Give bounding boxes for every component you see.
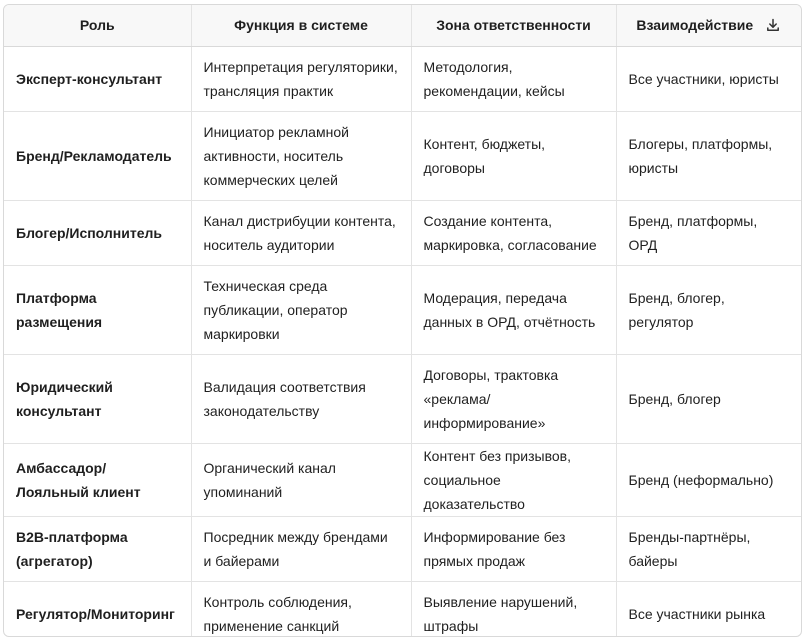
- cell-interaction: Бренд, блогер: [616, 354, 801, 443]
- cell-function: Интерпретация регуляторики, трансляция практик: [191, 46, 411, 111]
- table-row: [4, 46, 801, 111]
- cell-role: Блогер/Исполнитель: [4, 200, 191, 265]
- cell-interaction: Бренд, платформы, ОРД: [616, 200, 801, 265]
- cell-interaction: Все участники, юристы: [616, 46, 801, 111]
- cell-role: Юридический консультант: [4, 354, 191, 443]
- table-row: [4, 111, 801, 200]
- cell-role: Эксперт-консультант: [4, 46, 191, 111]
- cell-responsibility: Информирование без прямых продаж: [411, 516, 616, 581]
- cell-role: B2B-платформа (агрегатор): [4, 516, 191, 581]
- header-role: Роль: [4, 5, 191, 46]
- cell-function: Техническая среда публикации, оператор маркировки: [191, 265, 411, 354]
- cell-role: Бренд/Рекламодатель: [4, 111, 191, 200]
- header-interaction-cell: [616, 5, 801, 46]
- table-row: [4, 516, 801, 581]
- roles-table: [3, 4, 802, 637]
- cell-responsibility: Модерация, передача данных в ОРД, отчётность: [411, 265, 616, 354]
- table-row: [4, 443, 801, 516]
- cell-interaction: Бренд (неформально): [616, 443, 801, 516]
- cell-responsibility: Выявление нарушений, штрафы: [411, 581, 616, 637]
- table-row: [4, 581, 801, 637]
- header-responsibility: Зона ответственности: [411, 5, 616, 46]
- cell-responsibility: Создание контента, маркировка, согласование: [411, 200, 616, 265]
- cell-function: Контроль соблюдения, применение санкций: [191, 581, 411, 637]
- cell-responsibility: Контент, бюджеты, договоры: [411, 111, 616, 200]
- table-row: [4, 200, 801, 265]
- cell-interaction: Бренды-партнёры, байеры: [616, 516, 801, 581]
- cell-interaction: Блогеры, платформы, юристы: [616, 111, 801, 200]
- cell-responsibility: Договоры, трактовка «реклама/информирование»: [411, 354, 616, 443]
- cell-function: Органический канал упоминаний: [191, 443, 411, 516]
- table-row: [4, 354, 801, 443]
- cell-function: Канал дистрибуции контента, носитель аудитории: [191, 200, 411, 265]
- header-function: Функция в системе: [191, 5, 411, 46]
- cell-function: Валидация соответствия законодательству: [191, 354, 411, 443]
- cell-interaction: Все участники рынка: [628, 605, 766, 622]
- cell-function: Инициатор рекламной активности, носитель коммерческих целей: [191, 111, 411, 200]
- table-row: [4, 265, 801, 354]
- download-icon[interactable]: [765, 17, 781, 33]
- table-header-row: [4, 5, 801, 46]
- cell-role: Амбассадор/Лояльный клиент: [4, 443, 191, 516]
- cell-role: Платформа размещения: [4, 265, 191, 354]
- cell-function: Посредник между брендами и байерами: [191, 516, 411, 581]
- cell-responsibility: Контент без призывов, социальное доказательство: [411, 443, 616, 516]
- header-interaction: Взаимодействие: [636, 17, 754, 34]
- cell-interaction: Бренд, блогер, регулятор: [616, 265, 801, 354]
- cell-role: Регулятор/Мониторинг: [4, 581, 191, 637]
- cell-responsibility: Методология, рекомендации, кейсы: [411, 46, 616, 111]
